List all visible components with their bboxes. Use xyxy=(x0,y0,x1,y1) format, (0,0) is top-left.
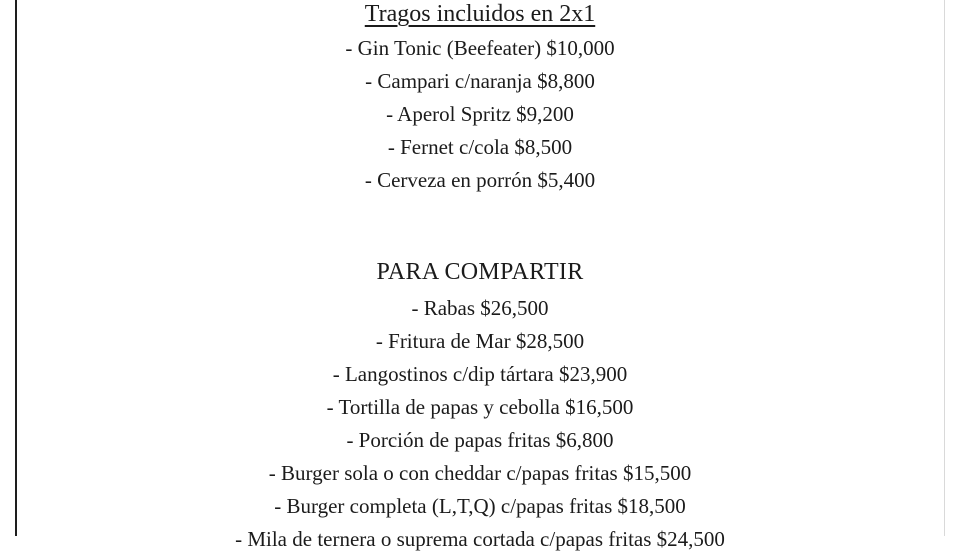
list-item: - Burger sola o con cheddar c/papas fritas $15,500 xyxy=(268,461,692,485)
list-item: - Rabas $26,500 xyxy=(411,296,549,320)
list-item: - Mila de ternera o suprema cortada c/papas fritas $24,500 xyxy=(235,527,725,551)
list-item: - Fernet c/cola $8,500 xyxy=(387,135,573,159)
drinks-section-title xyxy=(16,0,944,29)
share-section-title: PARA COMPARTIR xyxy=(376,259,584,285)
page-border-right xyxy=(944,0,945,536)
list-item: - Cerveza en porrón $5,400 xyxy=(364,168,596,192)
list-item: - Burger completa (L,T,Q) c/papas fritas $18,500 xyxy=(274,494,686,518)
share-list xyxy=(16,292,944,556)
drinks-title-text: Tragos incluidos en 2x1 xyxy=(364,1,596,27)
list-item: - Tortilla de papas y cebolla $16,500 xyxy=(326,395,634,419)
list-item: - Aperol Spritz $9,200 xyxy=(386,102,574,126)
list-item: - Campari c/naranja $8,800 xyxy=(365,69,595,93)
list-item: - Gin Tonic (Beefeater) $10,000 xyxy=(345,36,615,60)
drinks-list xyxy=(16,32,944,197)
list-item: - Langostinos c/dip tártara $23,900 xyxy=(332,362,628,386)
list-item: - Porción de papas fritas $6,800 xyxy=(346,428,614,452)
list-item: - Fritura de Mar $28,500 xyxy=(375,329,585,353)
